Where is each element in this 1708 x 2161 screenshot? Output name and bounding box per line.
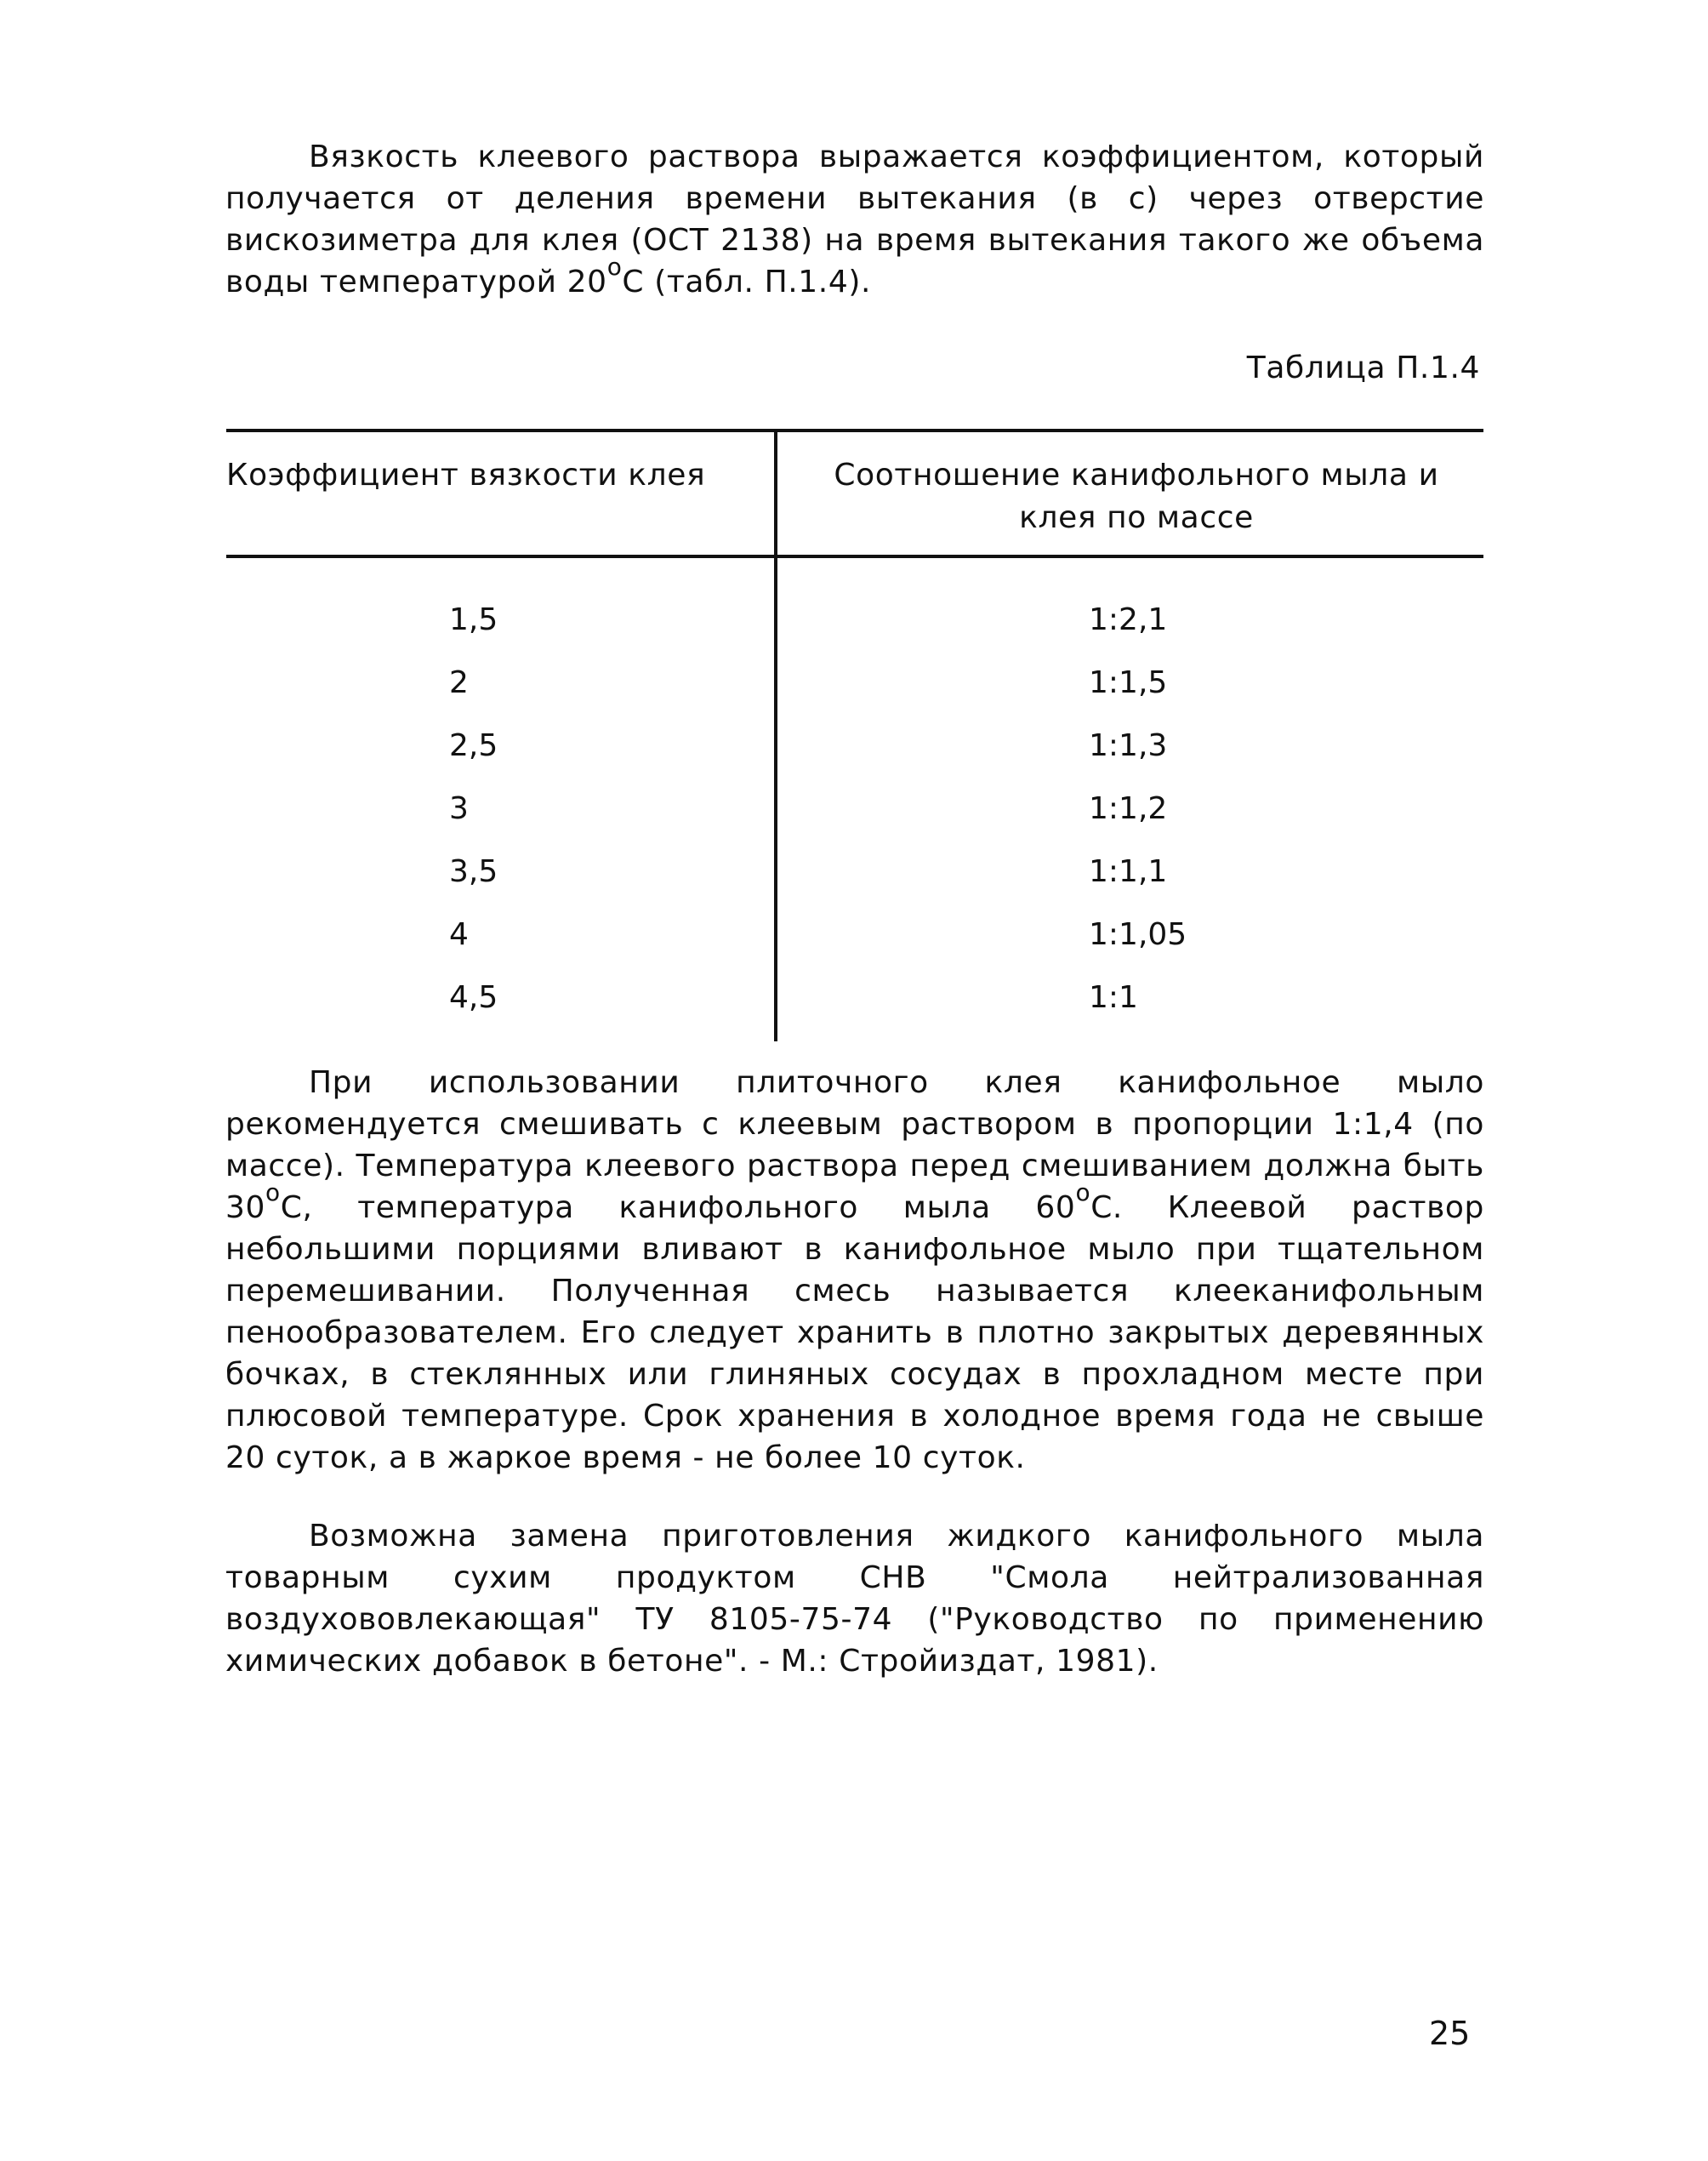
table-row xyxy=(226,914,1483,977)
table-row xyxy=(226,725,1483,788)
cell-viscosity: 2,5 xyxy=(449,728,498,763)
degree-sign: о xyxy=(265,1178,281,1206)
cell-viscosity: 3,5 xyxy=(449,854,498,889)
paragraph-mixing-text: При использовании плиточного клея канифольное мыло рекомендуется смешивать с клеевым раствором в пропорции 1:1,4 (по массе). Температура клеевого раствора перед смешиванием должна быть 30 xyxy=(225,1065,1484,1225)
table-row xyxy=(226,662,1483,725)
cell-viscosity: 4,5 xyxy=(449,980,498,1015)
table-row xyxy=(226,977,1483,1040)
paragraph-mixing xyxy=(225,1062,1484,1479)
degree-sign: о xyxy=(1075,1178,1091,1206)
table-header-ratio: Соотношение канифольного мыла и клея по массе xyxy=(834,458,1439,535)
cell-ratio: 1:1,05 xyxy=(1089,917,1187,952)
degree-sign: о xyxy=(606,253,623,281)
paragraph-viscosity-text: Вязкость клеевого раствора выражается коэффициентом, который получается от деления времени вытекания (в с) через отверстие вискозиметра для клея (ОСТ 2138) на время вытекания такого же объема воды температурой 20 xyxy=(225,140,1484,299)
page-number: 25 xyxy=(1429,2015,1471,2052)
cell-ratio: 1:1,5 xyxy=(1089,665,1168,700)
cell-viscosity: 2 xyxy=(449,665,469,700)
table-caption: Таблица П.1.4 xyxy=(1246,351,1480,385)
cell-viscosity: 1,5 xyxy=(449,602,498,637)
table-body xyxy=(226,599,1483,1040)
cell-ratio: 1:1 xyxy=(1089,980,1138,1015)
table-row xyxy=(226,788,1483,851)
paragraph-replacement: Возможна замена приготовления жидкого канифольного мыла товарным сухим продуктом СНВ "Смола нейтрализованная воздухововлекающая" ТУ 8105-75-74 ("Руководство по применению химических добавок в бетоне". - М.: Стройиздат, 1981). xyxy=(225,1519,1484,1679)
paragraph-viscosity-text-end: С (табл. П.1.4). xyxy=(622,265,872,299)
table-row xyxy=(226,599,1483,662)
viscosity-table xyxy=(226,429,1483,1041)
paragraph-mixing-text-mid: С, температура канифольного мыла 60 xyxy=(280,1190,1076,1225)
cell-ratio: 1:1,1 xyxy=(1089,854,1168,889)
table-header-viscosity: Коэффициент вязкости клея xyxy=(226,458,706,493)
cell-ratio: 1:2,1 xyxy=(1089,602,1168,637)
cell-viscosity: 4 xyxy=(449,917,469,952)
table-top-rule xyxy=(226,429,1483,432)
cell-viscosity: 3 xyxy=(449,791,469,826)
paragraph-viscosity xyxy=(225,136,1484,303)
table-header-rule xyxy=(226,555,1483,558)
table-row xyxy=(226,851,1483,914)
cell-ratio: 1:1,3 xyxy=(1089,728,1168,763)
paragraph-mixing-text-end: С. Клеевой раствор небольшими порциями вливают в канифольное мыло при тщательном перемешивании. Полученная смесь называется клееканифольным пенообразователем. Его следует хранить в плотно закрытых деревянных бочках, в стеклянных или глиняных сосудах в прохладном месте при плюсовой температуре. Срок хранения в холодное время года не свыше 20 суток, а в жаркое время - не более 10 суток. xyxy=(225,1190,1484,1475)
cell-ratio: 1:1,2 xyxy=(1089,791,1168,826)
